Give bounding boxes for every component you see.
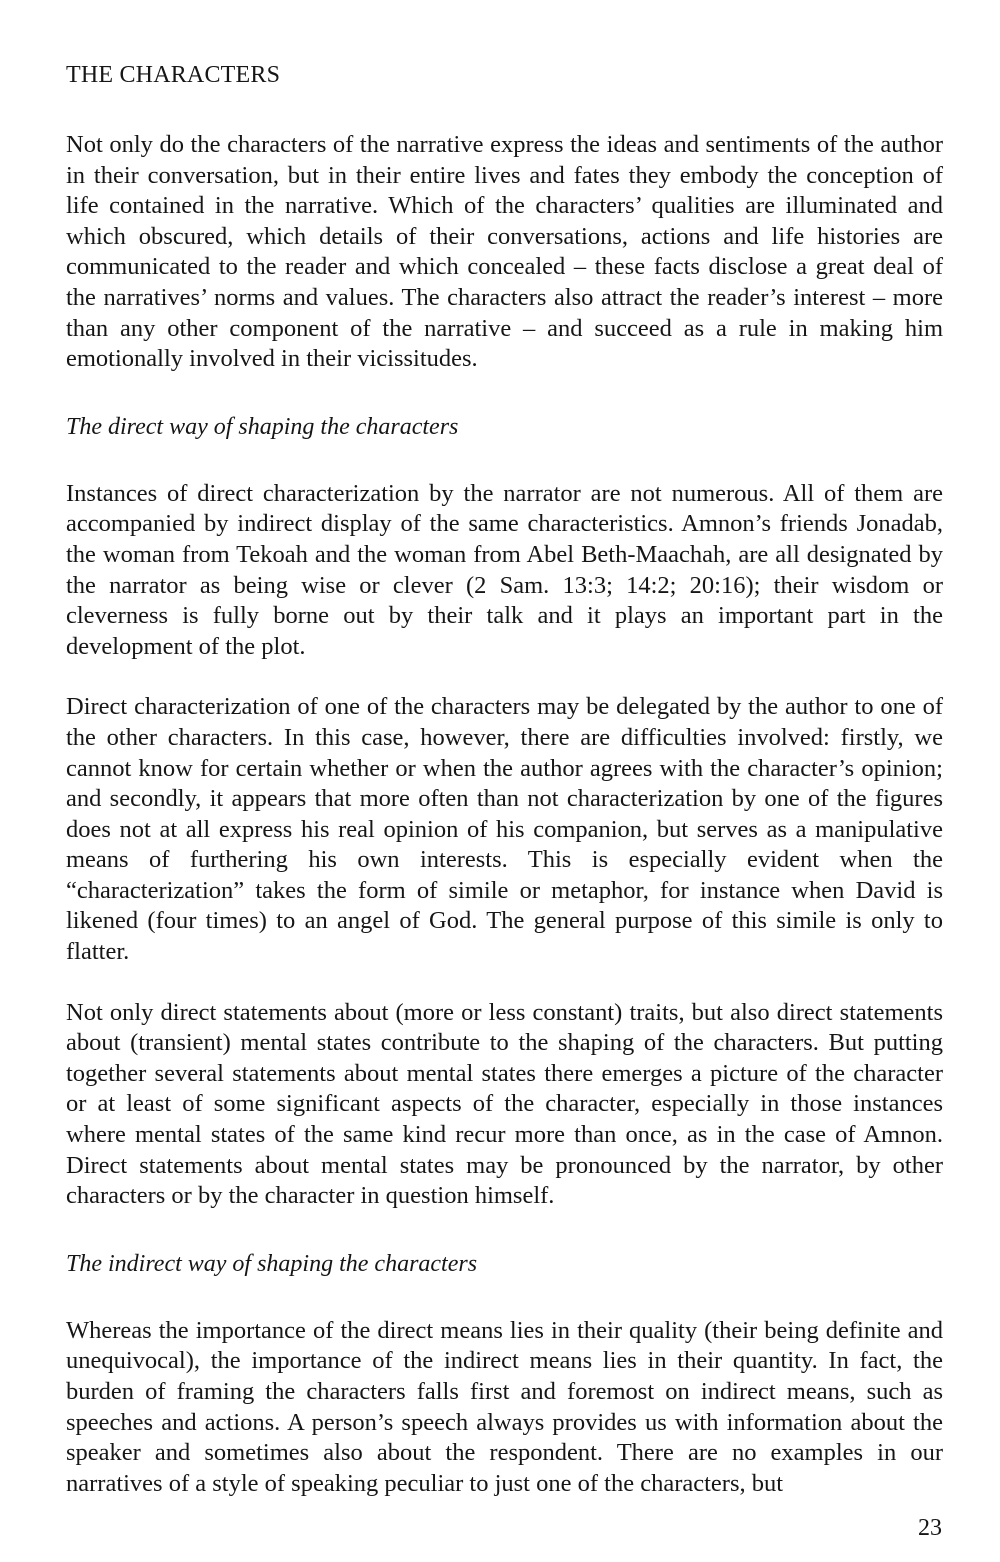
spacer [66,375,943,412]
paragraph-intro: Not only do the characters of the narrative express the ideas and sentiments of the author in their conversation, but in their entire lives and fates they embody the conception of life contained in the narrative. Which of the characters’ qualities are illuminated and which obscured, which details of their conversations, actions and life histories are communicated to the reader and which concealed – these facts disclose a great deal of the narratives’ norms and values. The characters also attract the reader’s interest – more than any other component of the narrative – and succeed as a rule in making him emotionally involved in their vicissitudes. [66,131,943,373]
spacer [66,662,943,692]
paragraph-indirect-means: Whereas the importance of the direct means lies in their quality (their being definite and unequivocal), the importance of the indirect means lies in their quantity. In fact, the burden of framing the characters falls first and foremost on indirect means, such as speeches and actions. A person’s speech always provides us with information about the speaker and sometimes also about the respondent. There are no examples in our narratives of a style of speaking peculiar to just one of the characters, but [66,1316,943,1497]
page-number: 23 [918,1515,942,1541]
page-body [66,60,943,1499]
subheading-indirect-way: The indirect way of shaping the characters [66,1250,478,1277]
section-heading: THE CHARACTERS [66,62,281,88]
spacer [66,442,943,479]
spacer [66,1279,943,1316]
spacer [66,968,943,998]
spacer [66,1212,943,1249]
subheading-direct-way: The direct way of shaping the characters [66,413,459,440]
paragraph-mental-states: Not only direct statements about (more or less constant) traits, but also direct statements about (transient) mental states contribute to the shaping of the characters. But putting together several statements about mental states there emerges a picture of the character or at least of some significant aspects of the character, especially in those instances where mental states of the same kind recur more than once, as in the case of Amnon. Direct statements about mental states may be pronounced by the narrator, by other characters or by the character in question himself. [66,998,943,1210]
paragraph-delegated-characterization: Direct characterization of one of the characters may be delegated by the author to one of the other characters. In this case, however, there are difficulties involved: firstly, we cannot know for certain whether or when the author agrees with the character’s opinion; and secondly, it appears that more often than not characterization by one of the figures does not at all express his real opinion of his companion, but serves as a manipulative means of furthering his own interests. This is especially evident when the “characterization” takes the form of simile or metaphor, for instance when David is likened (four times) to an angel of God. The general purpose of this simile is only to flatter. [66,693,943,966]
paragraph-direct-characterization: Instances of direct characterization by the narrator are not numerous. All of them are accompanied by indirect display of the same characteristics. Amnon’s friends Jonadab, the woman from Tekoah and the woman from Abel Beth-Maachah, are all designated by the narrator as being wise or clever (2 Sam. 13:3; 14:2; 20:16); their wisdom or cleverness is fully borne out by their talk and it plays an important part in the development of the plot. [66,479,943,660]
